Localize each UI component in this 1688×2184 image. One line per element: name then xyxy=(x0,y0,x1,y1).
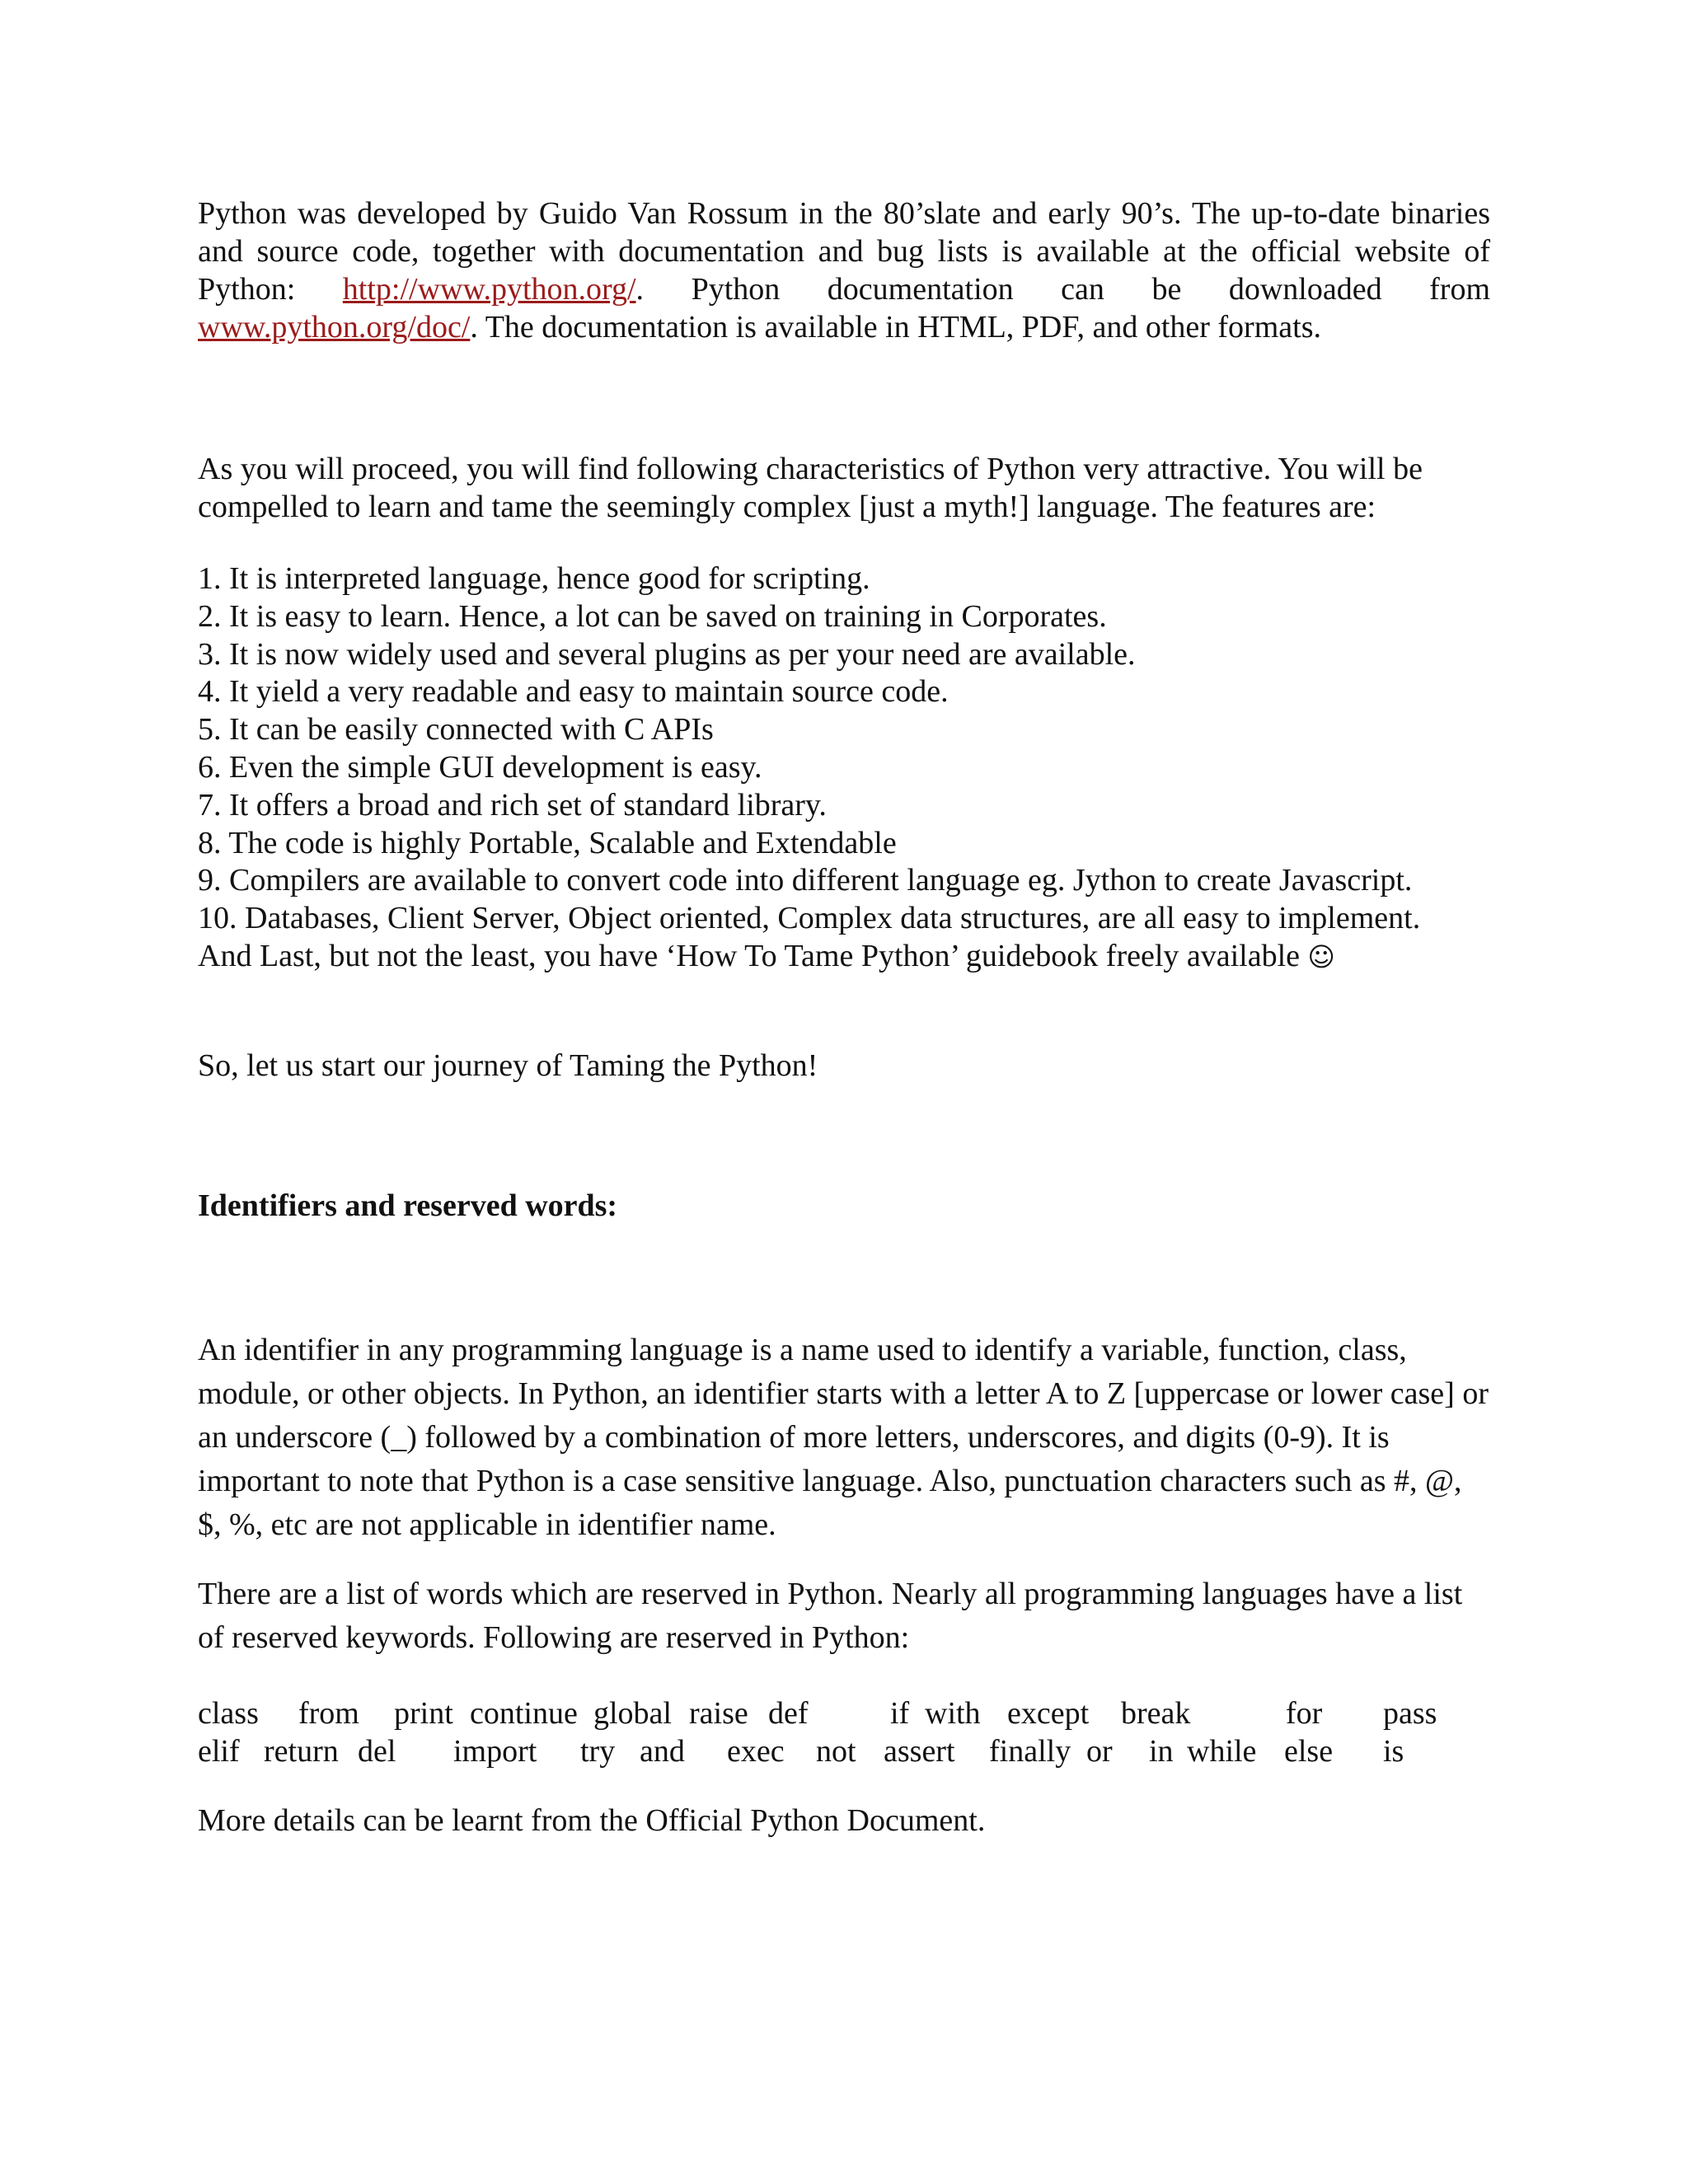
keyword: try xyxy=(580,1734,616,1769)
keyword: class xyxy=(198,1696,259,1731)
reserved-paragraph: There are a list of words which are reserved in Python. Nearly all programming languages have a list of reserved keywords. Following are reserved in Python: xyxy=(198,1577,1463,1655)
keyword: def xyxy=(768,1696,809,1731)
keyword: del xyxy=(358,1734,396,1769)
keywords-row-2 xyxy=(198,1732,1490,1770)
feature-item: 10. Databases, Client Server, Object oriented, Complex data structures, are all easy to implement. xyxy=(198,901,1421,936)
intro-text-3: . The documentation is available in HTML, PDF, and other formats. xyxy=(470,310,1321,344)
feature-item: 3. It is now widely used and several plugins as per your need are available. xyxy=(198,636,1136,672)
identifier-paragraph: An identifier in any programming language is a name used to identify a variable, function, class, module, or other objects. In Python, an identifier starts with a letter A to Z [uppercase or lower case] or an underscore (_) followed by a combination of more letters, underscores, and digits (0-9). It is important to note that Python is a case sensitive language. Also, punctuation characters such as #, @, $, %, etc are not applicable in identifier name. xyxy=(198,1333,1489,1542)
keyword: continue xyxy=(470,1696,578,1731)
feature-item: 6. Even the simple GUI development is easy. xyxy=(198,749,762,785)
keyword: finally xyxy=(989,1734,1071,1769)
keyword: and xyxy=(640,1734,685,1769)
keyword: break xyxy=(1121,1696,1191,1731)
intro-paragraph xyxy=(198,194,1490,346)
keyword: if xyxy=(890,1696,910,1731)
feature-item: 1. It is interpreted language, hence good for scripting. xyxy=(198,561,870,596)
keywords-row-1 xyxy=(198,1694,1490,1732)
keyword: in xyxy=(1149,1734,1174,1769)
last-line-text: And Last, but not the least, you have ‘How To Tame Python’ guidebook freely available xyxy=(198,938,1308,973)
keyword: else xyxy=(1284,1734,1334,1769)
document-page xyxy=(198,0,1490,2184)
last-line xyxy=(198,938,1517,977)
feature-item: 5. It can be easily connected with C APIs xyxy=(198,712,714,748)
feature-item: 9. Compilers are available to convert code into different language eg. Jython to create Javascript. xyxy=(198,863,1413,898)
keyword: pass xyxy=(1383,1696,1437,1731)
python-org-link[interactable]: http://www.python.org/ xyxy=(342,272,636,307)
feature-item: 2. It is easy to learn. Hence, a lot can be saved on training in Corporates. xyxy=(198,598,1107,634)
keywords-block xyxy=(198,1694,1490,1770)
keyword: global xyxy=(593,1696,672,1731)
intro-text-2: . Python documentation can be downloaded from xyxy=(635,272,1491,307)
keyword: exec xyxy=(727,1734,785,1769)
keyword: except xyxy=(1007,1696,1090,1731)
keyword: with xyxy=(925,1696,981,1731)
details-paragraph: More details can be learnt from the Official Python Document. xyxy=(198,1803,986,1838)
section-heading: Identifiers and reserved words: xyxy=(198,1188,618,1223)
keyword: for xyxy=(1286,1696,1323,1731)
keyword: is xyxy=(1383,1734,1404,1769)
proceed-paragraph: As you will proceed, you will find following characteristics of Python very attractive. You will be compelled to learn and tame the seemingly complex [just a myth!] language. The features are: xyxy=(198,452,1423,524)
intro-text-1: Python was developed by Guido Van Rossum in the 80’slate and early 90’s. The up-to-date binaries and source code, together with documentation and bug lists is available at the official website of Python: xyxy=(198,196,1490,307)
feature-item: 7. It offers a broad and rich set of standard library. xyxy=(198,787,827,823)
keyword: import xyxy=(453,1734,537,1769)
keyword: while xyxy=(1187,1734,1257,1769)
features-list xyxy=(198,560,1517,977)
keyword: not xyxy=(816,1734,856,1769)
smiley-icon: ☺ xyxy=(1307,940,1335,972)
keyword: elif xyxy=(198,1734,240,1769)
keyword: or xyxy=(1086,1734,1113,1769)
feature-item: 4. It yield a very readable and easy to maintain source code. xyxy=(198,674,949,710)
keyword: return xyxy=(264,1734,339,1769)
journey-paragraph: So, let us start our journey of Taming the Python! xyxy=(198,1048,818,1083)
keyword: from xyxy=(298,1696,359,1731)
keyword: print xyxy=(394,1696,453,1731)
keyword: assert xyxy=(884,1734,955,1769)
keyword: raise xyxy=(689,1696,748,1731)
feature-item: 8. The code is highly Portable, Scalable and Extendable xyxy=(198,825,897,860)
python-doc-link[interactable]: www.python.org/doc/ xyxy=(198,310,471,344)
